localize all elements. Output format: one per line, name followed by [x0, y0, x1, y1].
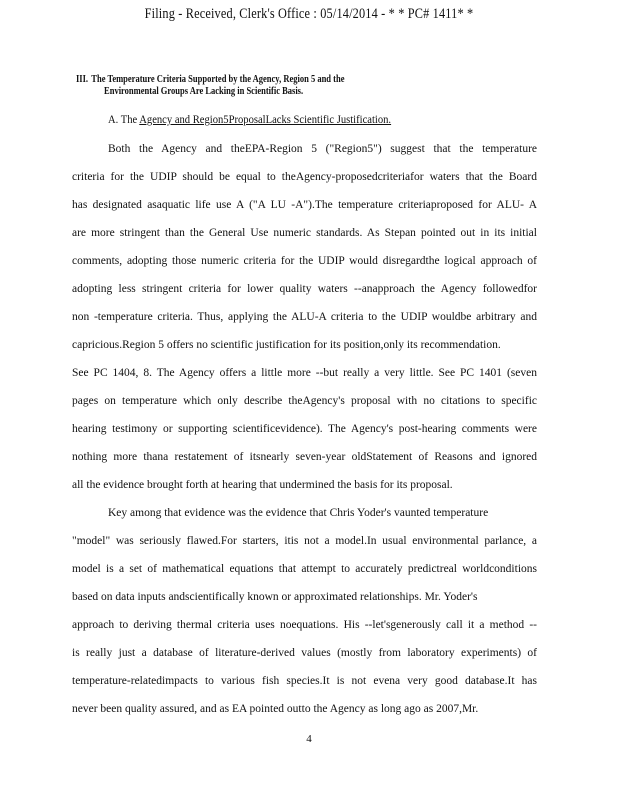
text-line: Both the Agency and theEPA-Region 5 ("Region5") suggest that the temperature — [108, 143, 537, 155]
text-line: Key among that evidence was the evidence that Chris Yoder's vaunted temperature — [108, 507, 489, 519]
text-line: See PC 1404, 8. The Agency offers a little more --but really a very little. See PC 1401 (seven — [72, 367, 537, 379]
section-heading-line-2: Environmental Groups Are Lacking in Scientific Basis. — [104, 86, 304, 97]
text-line: based on data inputs andscientifically known or approximated relationships. Mr. Yoder's — [72, 591, 478, 603]
text-line: "model" was seriously flawed.For starters, itis not a model.In usual environmental parlance, a — [72, 535, 537, 547]
text-line: criteria for the UDIP should be equal to theAgency-proposedcriteriafor waters that the Board — [72, 171, 537, 183]
text-line: are more stringent than the General Use numeric standards. As Stepan pointed out in its initial — [72, 227, 537, 239]
subsection-title: Agency and Region5ProposalLacks Scientific Justification. — [139, 114, 392, 126]
subsection-heading — [108, 114, 428, 126]
text-line: approach to deriving thermal criteria uses noequations. His --let'sgenerously call it a method -- — [72, 619, 537, 631]
section-heading — [76, 74, 433, 98]
text-line: comments, adopting those numeric criteria for the UDIP would disregardthe logical approach of — [72, 255, 537, 267]
text-line: never been quality assured, and as EA pointed outto the Agency as long ago as 2007,Mr. — [72, 703, 479, 715]
text-line: non -temperature criteria. Thus, applying the ALU-A criteria to the UDIP wouldbe arbitrary and — [72, 311, 537, 323]
text-line: has designated asaquatic life use A ("A LU -A").The temperature criteriaproposed for ALU- A — [72, 199, 537, 211]
text-line: adopting less stringent criteria for lower quality waters --anapproach the Agency followedfor — [72, 283, 537, 295]
subsection-label: A. The — [108, 114, 138, 126]
section-heading-line-1: III. The Temperature Criteria Supported by the Agency, Region 5 and the — [76, 74, 345, 85]
filing-header: Filing - Received, Clerk's Office : 05/14/2014 - * * PC# 1411* * — [144, 6, 474, 22]
section-number: III. — [76, 74, 89, 85]
text-line: is really just a database of literature-derived values (mostly from laboratory experiments) of — [72, 647, 537, 659]
text-line: nothing more thana restatement of itsnearly seven-year oldStatement of Reasons and ignored — [72, 451, 537, 463]
text-line: capricious.Region 5 offers no scientific justification for its position,only its recommendation. — [72, 339, 501, 351]
text-line: pages on temperature which only describe theAgency's proposal with no citations to specific — [72, 395, 537, 407]
text-line: hearing testimony or supporting scientificevidence). The Agency's post-hearing comments were — [72, 423, 537, 435]
text-line: model is a set of mathematical equations that attempt to accurately predictreal worldconditions — [72, 563, 537, 575]
body-text — [72, 142, 537, 730]
text-line: all the evidence brought forth at hearing that undermined the basis for its proposal. — [72, 479, 453, 491]
page-number: 4 — [306, 733, 312, 745]
text-line: temperature-relatedimpacts to various fish species.It is not evena very good database.It has — [72, 675, 537, 687]
